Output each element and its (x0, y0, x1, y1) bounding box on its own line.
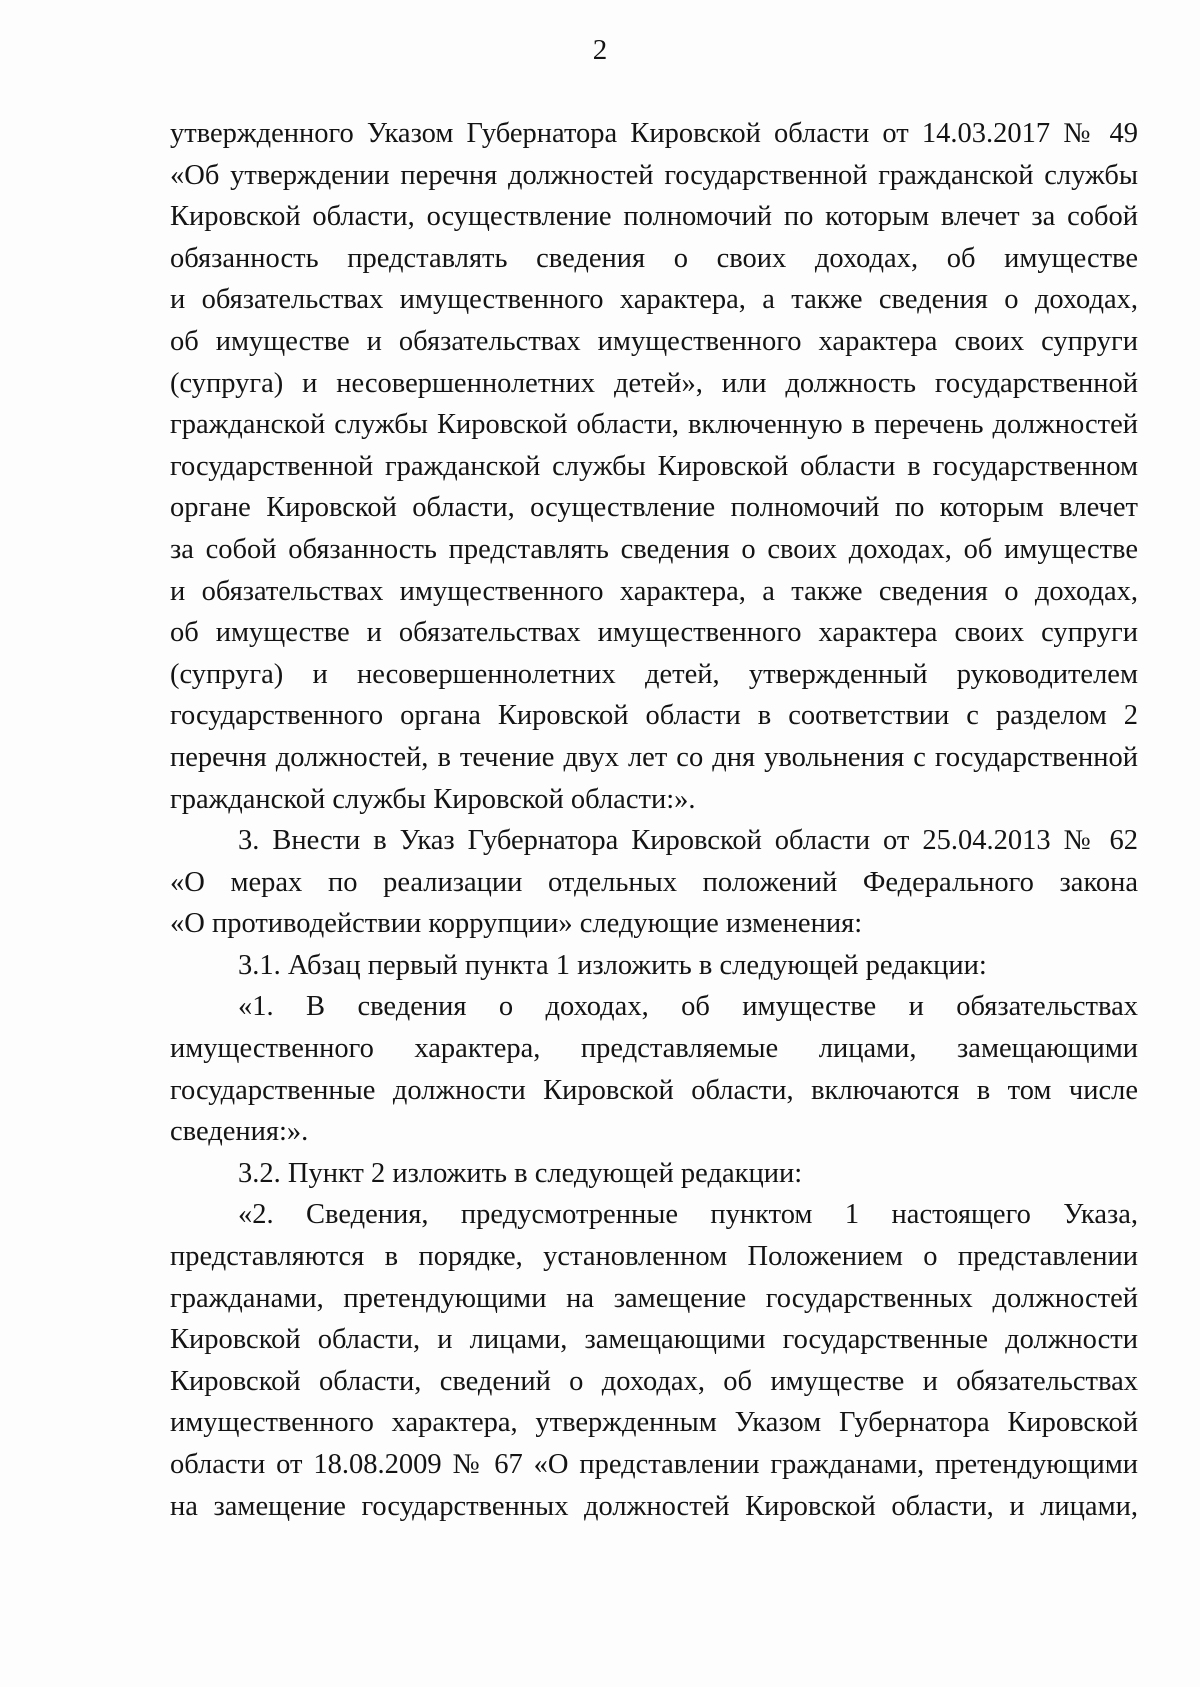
text-line: об имуществе и обязательствах имущественного характера своих супруги (170, 617, 1138, 649)
text-line: и обязательствах имущественного характера, а также сведения о доходах, (170, 284, 1138, 316)
text-line: имущественного характера, утвержденным Указом Губернатора Кировской (170, 1407, 1138, 1439)
text-line: утвержденного Указом Губернатора Кировской области от 14.03.2017 № 49 (170, 118, 1138, 149)
paragraph-quote-2 (170, 1194, 1138, 1527)
text-line: «1. В сведения о доходах, об имуществе и обязательствах (238, 991, 1138, 1023)
text-line: гражданами, претендующими на замещение государственных должностей (170, 1282, 1138, 1314)
text-line: 3.1. Абзац первый пункта 1 изложить в следующей редакции: (238, 949, 987, 981)
text-line: области от 18.08.2009 № 67 «О представлении гражданами, претендующими (170, 1449, 1138, 1480)
text-line: обязанность представлять сведения о своих доходах, об имуществе (170, 242, 1138, 274)
text-line: «О мерах по реализации отдельных положений Федерального закона (170, 866, 1138, 898)
text-line: (супруга) и несовершеннолетних детей, утвержденный руководителем (170, 658, 1138, 690)
text-line: органе Кировской области, осуществление полномочий по которым влечет (170, 492, 1138, 524)
text-line: государственные должности Кировской области, включаются в том числе (170, 1074, 1138, 1106)
text-line: за собой обязанность представлять сведения о своих доходах, об имуществе (170, 533, 1138, 565)
text-line: (супруга) и несовершеннолетних детей», или должность государственной (170, 367, 1138, 399)
text-line: сведения:». (170, 1116, 309, 1148)
text-line: Кировской области, сведений о доходах, об имуществе и обязательствах (170, 1365, 1138, 1397)
document-body (170, 113, 1138, 1527)
text-line: Кировской области, и лицами, замещающими государственные должности (170, 1324, 1138, 1356)
text-line: государственного органа Кировской области в соответствии с разделом 2 (170, 700, 1138, 732)
text-line: гражданской службы Кировской области, включенную в перечень должностей (170, 409, 1138, 441)
text-line: и обязательствах имущественного характера, а также сведения о доходах, (170, 575, 1138, 607)
paragraph-continuation (170, 113, 1138, 820)
text-line: «Об утверждении перечня должностей государственной гражданской службы (170, 159, 1138, 191)
text-line: гражданской службы Кировской области:». (170, 783, 696, 815)
text-line: об имуществе и обязательствах имущественного характера своих супруги (170, 325, 1138, 357)
paragraph-item-3-2 (170, 1153, 1138, 1195)
paragraph-quote-1 (170, 986, 1138, 1152)
paragraph-item-3-1 (170, 945, 1138, 987)
text-line: перечня должностей, в течение двух лет со дня увольнения с государственной (170, 741, 1138, 773)
text-line: 3.2. Пункт 2 изложить в следующей редакции: (238, 1157, 803, 1189)
text-line: 3. Внести в Указ Губернатора Кировской области от 25.04.2013 № 62 (238, 825, 1138, 857)
text-line: «2. Сведения, предусмотренные пунктом 1 настоящего Указа, (238, 1199, 1138, 1231)
text-line: представляются в порядке, установленном Положением о представлении (170, 1241, 1138, 1273)
page-number: 2 (592, 34, 608, 66)
text-line: государственной гражданской службы Кировской области в государственном (170, 450, 1138, 482)
paragraph-item-3 (170, 820, 1138, 945)
text-line: имущественного характера, представляемые лицами, замещающими (170, 1033, 1138, 1065)
text-line: Кировской области, осуществление полномочий по которым влечет за собой (170, 201, 1138, 233)
text-line: на замещение государственных должностей Кировской области, и лицами, (170, 1490, 1138, 1522)
text-line: «О противодействии коррупции» следующие изменения: (170, 908, 863, 940)
